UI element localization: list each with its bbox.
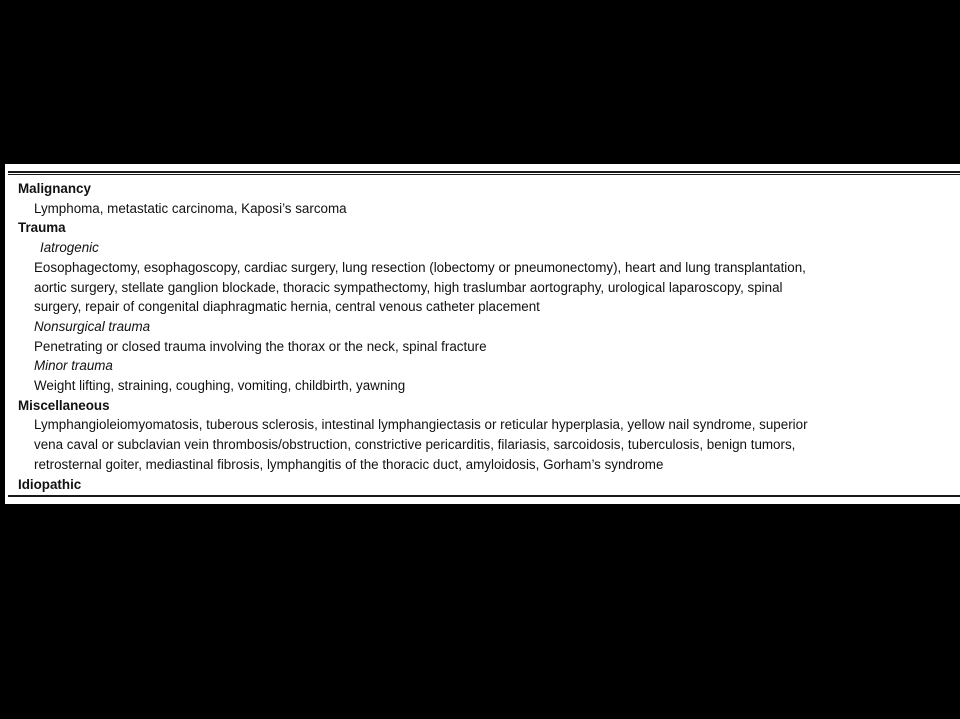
subcategory-iatrogenic: Iatrogenic bbox=[40, 240, 99, 256]
category-trauma: Trauma bbox=[18, 220, 66, 236]
subcategory-minor-trauma: Minor trauma bbox=[34, 358, 113, 374]
description-line: retrosternal goiter, mediastinal fibrosis, lymphangitis of the thoracic duct, amyloidosis, Gorham’s syndrome bbox=[34, 456, 664, 472]
description-line: Lymphangioleiomyomatosis, tuberous sclerosis, intestinal lymphangiectasis or reticular hyperplasia, yellow nail syndrome, superior bbox=[34, 417, 808, 433]
category-miscellaneous: Miscellaneous bbox=[18, 397, 110, 413]
description-line: Lymphoma, metastatic carcinoma, Kaposi’s sarcoma bbox=[34, 200, 347, 216]
description-line: vena caval or subclavian vein thrombosis/obstruction, constrictive pericarditis, filariasis, sarcoidosis, tuberculosis, benign tumors, bbox=[34, 437, 796, 453]
description-line: Penetrating or closed trauma involving the thorax or the neck, spinal fracture bbox=[34, 338, 487, 354]
minor-trauma-description bbox=[34, 376, 953, 396]
table-body bbox=[18, 179, 953, 494]
table-panel bbox=[5, 164, 960, 504]
nonsurgical-description bbox=[34, 337, 953, 357]
table-top-rule bbox=[8, 171, 960, 175]
description-line: surgery, repair of congenital diaphragmatic hernia, central venous catheter placement bbox=[34, 299, 540, 315]
malignancy-description bbox=[34, 199, 953, 219]
description-line: Eosophagectomy, esophagoscopy, cardiac surgery, lung resection (lobectomy or pneumonectomy), heart and lung transplantation, bbox=[34, 259, 806, 275]
miscellaneous-description bbox=[34, 415, 953, 474]
subcategory-nonsurgical-trauma: Nonsurgical trauma bbox=[34, 318, 151, 334]
table-bottom-rule bbox=[8, 495, 960, 497]
category-idiopathic: Idiopathic bbox=[18, 476, 82, 492]
iatrogenic-description bbox=[34, 258, 953, 317]
description-line: Weight lifting, straining, coughing, vomiting, childbirth, yawning bbox=[34, 378, 406, 394]
description-line: aortic surgery, stellate ganglion blockade, thoracic sympathectomy, high traslumbar aortography, urological laparoscopy, spinal bbox=[34, 279, 783, 295]
category-malignancy: Malignancy bbox=[18, 181, 91, 196]
